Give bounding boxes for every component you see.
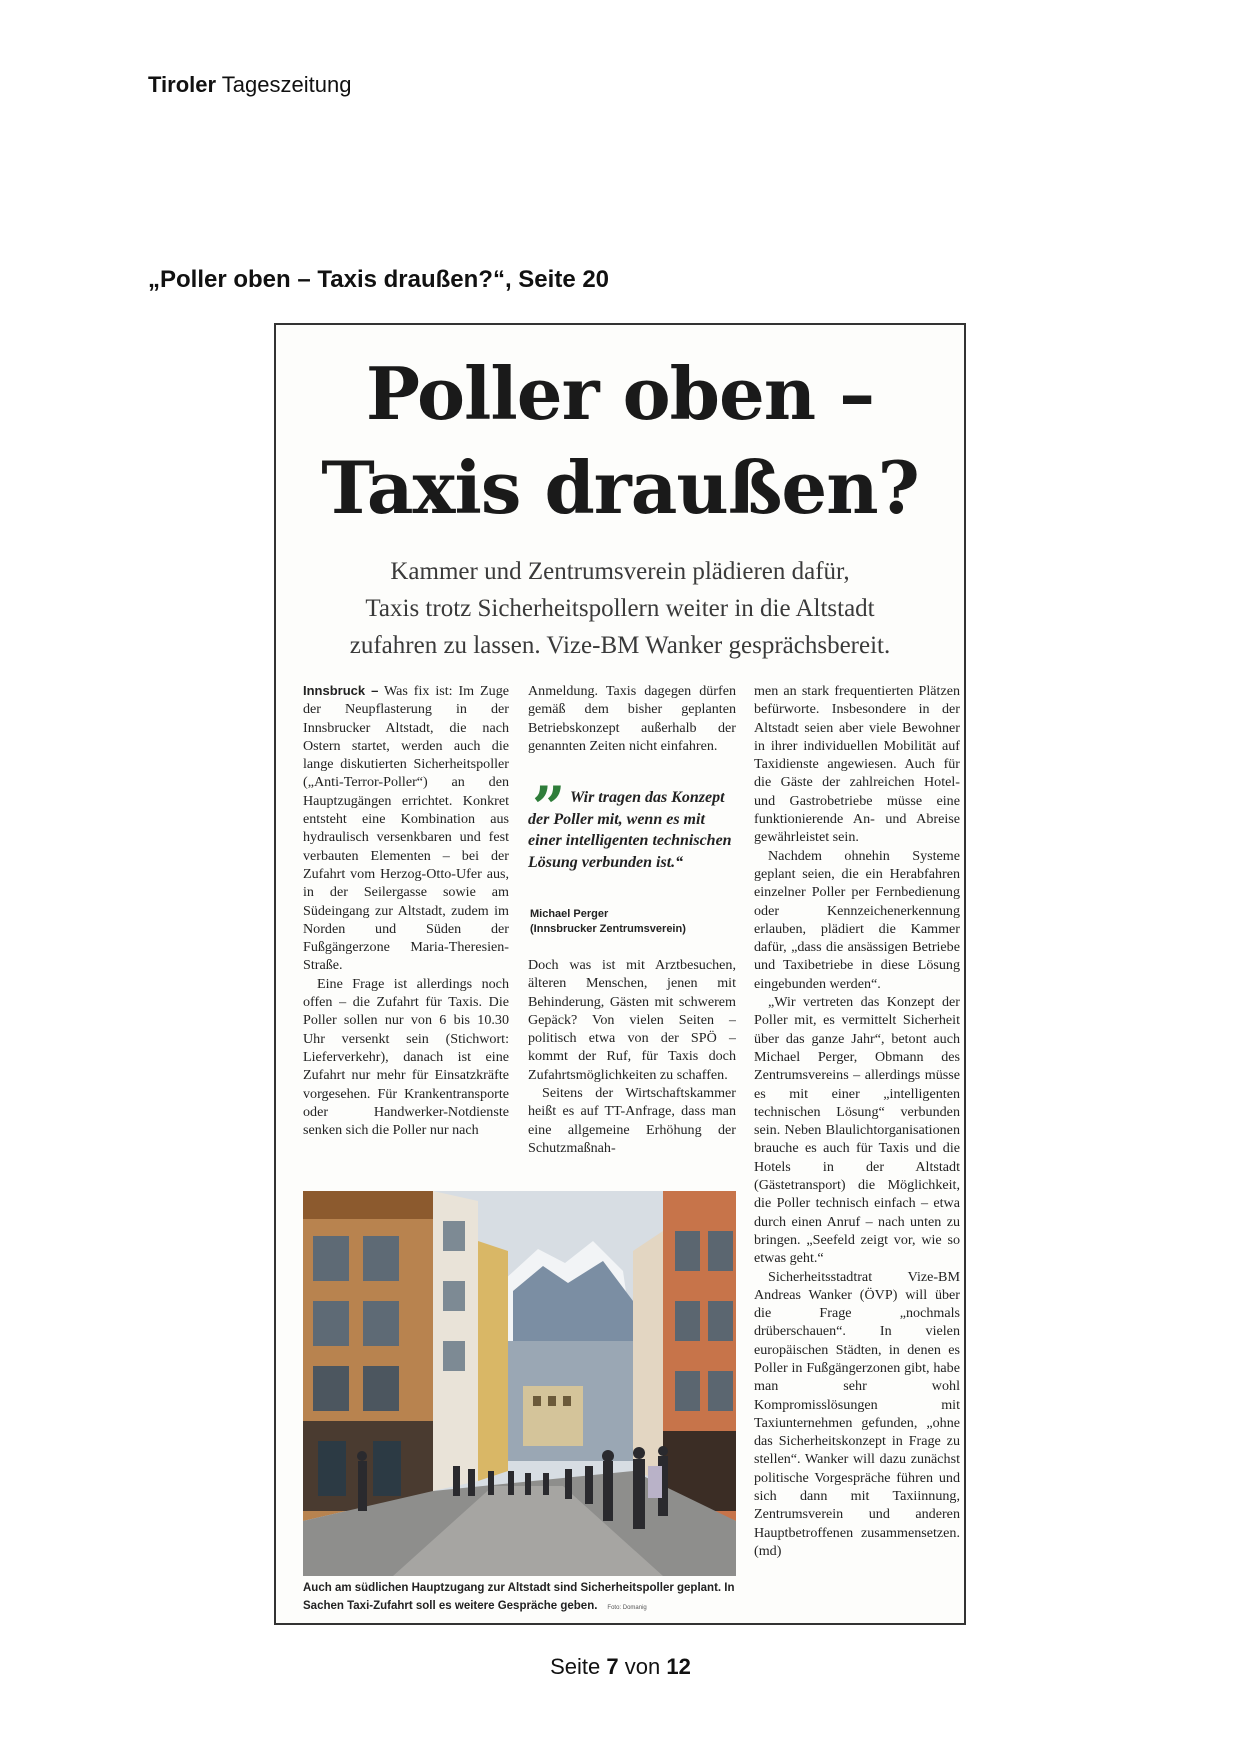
article-paragraph: Eine Frage ist allerdings noch offen – die Zufahrt für Taxis. Die Poller sollen nur von 6 bis 10.30 Uhr versenkt sein (Stichwort: Lieferverkehr), danach ist eine Zufahrt nur mehr für Einsatzkräfte vorgesehen. Für Krankentransporte oder Handwerker-Notdienste senken sich die Poller nur nach — [303, 975, 509, 1139]
article-paragraph: Doch was ist mit Arztbesuchen, älteren Menschen, jenen mit Behinderung, Gästen mit schwerem Gepäck? Von vielen Seiten – politisch etwa von der SPÖ – kommt der Ruf, für Taxis doch Zufahrtsmöglichkeiten zu schaffen. — [528, 957, 736, 1083]
headline-line-1: Poller oben – — [365, 351, 875, 436]
masthead-brand: Tiroler — [148, 72, 217, 97]
quote-mark-icon: ” — [532, 774, 566, 842]
article-paragraph: Sicherheitsstadtrat Vize-BM Andreas Wanker (ÖVP) will über die Frage „nochmals drüberschauen“. In vielen europäischen Städten, in denen es Poller in Fußgängerzonen gibt, habe man sehr wohl Kompromisslösungen mit Taxiunternehmen gefunden, „ohne das Sicherheitskonzept in Frage zu stellen“. Wanker will dazu zunächst politische Vorgespräche führen und sich dann mit Taxiinnung, Zentrumsverein und anderen Hauptbetroffenen zusammensetzen. (md) — [754, 1268, 960, 1559]
quote-author-role: (Innsbrucker Zentrumsverein) — [530, 923, 686, 935]
article-subhead — [296, 553, 944, 664]
headline-line-2: Taxis draußen? — [321, 445, 919, 530]
article-paragraph: men an stark frequentierten Plätzen befürworte. Insbesondere in der Altstadt seien aber viele Bewohner in ihrer individuellen Mobilität auf Taxidienste angewiesen. Auch für die Gäste der zahlreichen Hotel- und Gastrobetriebe müsse eine funktionierende An- und Abreise gewährleistet sein. — [754, 683, 960, 846]
article-paragraph: Nachdem ohnehin Systeme geplant seien, die ein Herabfahren einzelner Poller per Fernbedienung oder Kennzeichenerkennung erlauben, plädiert die Kammer dafür, „dass die ansässigen Betriebe und Taxibetriebe in diese Lösung eingebunden werden“. — [754, 847, 960, 992]
footer-total-pages: 12 — [666, 1654, 691, 1679]
old-town-street-photo — [303, 1191, 736, 1576]
footer-separator: von — [624, 1654, 661, 1679]
photo-credit: Foto: Domanig — [607, 1605, 647, 1611]
article-column-1 — [303, 682, 509, 1176]
article-paragraph: Anmeldung. Taxis dagegen dürfen gemäß dem bisher geplanten Betriebskonzept außerhalb der genannten Zeiten nicht einfahren. — [528, 683, 736, 754]
article-column-2-bottom — [528, 956, 736, 1176]
footer-current-page: 7 — [606, 1654, 619, 1679]
masthead-name: Tageszeitung — [221, 72, 352, 97]
article-paragraph: „Wir vertreten das Konzept der Poller mit, es vermittelt Sicherheit über das ganze Jahr“, betont auch Michael Perger, Obmann des Zentrumsvereins – allerdings müsse es mit einer „intelligenten technischen Lösung“ verbunden sein. Neben Blaulichtorganisationen brauche es auch für Taxis und die Hotels in der Altstadt (Gästetransport) die Möglichkeit, die Poller technisch einfach – etwa durch einen Anruf – nach unten zu bringen. „Seefeld zeigt vor, wie so etwas geht.“ — [754, 994, 960, 1267]
article-column-2-top — [528, 682, 736, 772]
article-photo — [303, 1191, 736, 1576]
quote-author — [530, 907, 686, 937]
photo-caption — [303, 1579, 736, 1617]
article-column-3 — [754, 682, 960, 1622]
caption-text: Auch am südlichen Hauptzugang zur Altstadt sind Sicherheitspoller geplant. In Sachen Taxi-Zufahrt soll es weitere Gespräche geben. — [303, 1582, 735, 1612]
quote-text: Wir tragen das Konzept der Poller mit, wenn es mit einer intelligenten technischen Lösung verbunden ist.“ — [528, 789, 732, 871]
masthead — [148, 72, 351, 98]
article-paragraph: Seitens der Wirtschaftskammer heißt es auf TT-Anfrage, dass man eine allgemeine Erhöhung der Schutzmaßnah- — [528, 1085, 736, 1156]
newspaper-clipping — [274, 323, 966, 1625]
subhead-line-1: Kammer und Zentrumsverein plädieren dafür, — [390, 558, 850, 585]
quote-author-name: Michael Perger — [530, 908, 609, 920]
pull-quote — [528, 774, 740, 945]
subhead-line-2: Taxis trotz Sicherheitspollern weiter in die Altstadt — [365, 595, 875, 622]
article-headline — [276, 347, 964, 535]
document-heading: „Poller oben – Taxis draußen?“, Seite 20 — [148, 266, 610, 293]
dateline: Innsbruck – — [303, 683, 379, 698]
subhead-line-3: zufahren zu lassen. Vize-BM Wanker gesprächsbereit. — [349, 632, 891, 659]
article-paragraph — [303, 682, 509, 975]
paragraph-text: Was fix ist: Im Zuge der Neupflasterung in der Innsbrucker Altstadt, die nach Ostern startet, werden auch die lange diskutierten Sicherheitspoller („Anti-Terror-Poller“) an den Hauptzugängen errichtet. Konkret entsteht eine Kombination aus hydraulisch versenkbaren und fest verbauten Elementen – bei der Zufahrt vom Herzog-Otto-Ufer aus, in der Seilergasse sowie am Südeingang zur Altstadt, zudem im Norden und Süden der Fußgängerzone Maria-Theresien-Straße. — [303, 683, 509, 974]
footer-prefix: Seite — [550, 1654, 601, 1679]
page-footer — [0, 1654, 1241, 1680]
